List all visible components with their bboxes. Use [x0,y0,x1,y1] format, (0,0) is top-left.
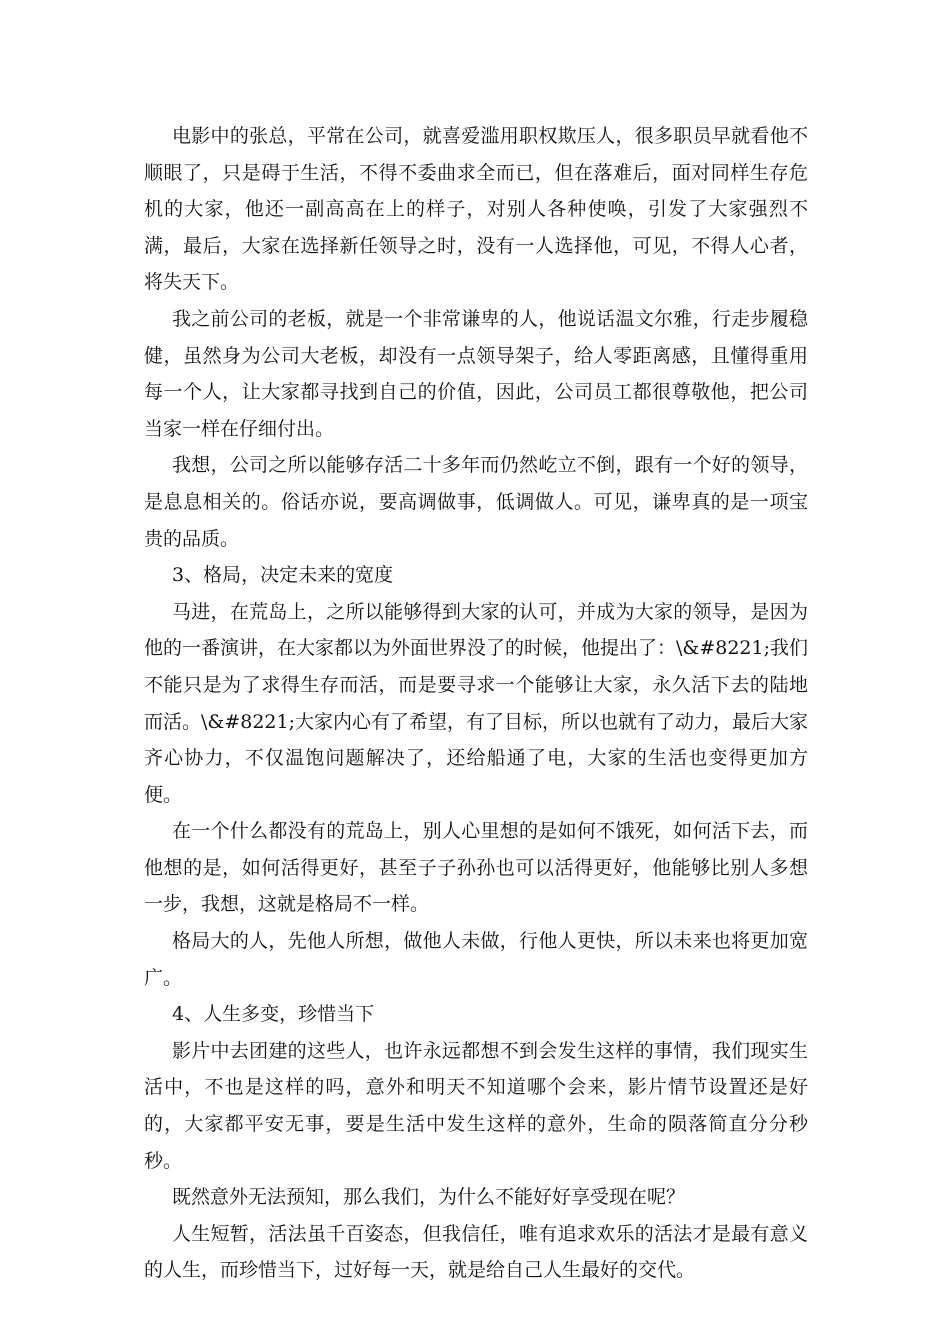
section-heading-4: 4、人生多变，珍惜当下 [172,1003,375,1026]
paragraph-enjoy-now: 既然意外无法预知，那么我们，为什么不能好好享受现在呢？ [172,1186,686,1209]
paragraph-thinking-ahead: 在一个什么都没有的荒岛上，别人心里想的是如何不饿死，如何活下去，而他想的是，如何活得更好，甚至子子孙孙也可以活得更好，他能够比别人多想一步，我想，这就是格局不一样。 [144,820,808,916]
paragraph-humility-conclusion: 我想，公司之所以能够存活二十多年而仍然屹立不倒，跟有一个好的领导，是息息相关的。俗话亦说，要高调做事，低调做人。可见，谦卑真的是一项宝贵的品质。 [144,454,808,550]
paragraph-zhang-boss: 电影中的张总，平常在公司，就喜爱滥用职权欺压人，很多职员早就看他不顺眼了，只是碍于生活，不得不委曲求全而已，但在落难后，面对同样生存危机的大家，他还一副高高在上的样子，对别人各种使唤，引发了大家强烈不满，最后，大家在选择新任领导之时，没有一人选择他，可见，不得人心者，将失天下。 [144,125,808,294]
section-heading-3: 3、格局，决定未来的宽度 [172,564,394,587]
paragraph-former-boss: 我之前公司的老板，就是一个非常谦卑的人，他说话温文尔雅，行走步履稳健，虽然身为公司大老板，却没有一点领导架子，给人零距离感，且懂得重用每一个人，让大家都寻找到自己的价值，因此，公司员工都很尊敬他，把公司当家一样在仔细付出。 [144,307,808,440]
paragraph-vision-summary: 格局大的人，先他人所想，做他人未做，行他人更快，所以未来也将更加宽广。 [144,930,808,989]
paragraph-ma-jin-speech: 马进，在荒岛上，之所以能够得到大家的认可，并成为大家的领导，是因为他的一番演讲，在大家都以为外面世界没了的时候，他提出了：\&#8221;我们不能只是为了求得生存而活，而是要寻求一个能够让大家，永久活下去的陆地而活。\&#8221;大家内心有了希望，有了目标，所以也就有了动力，最后大家齐心协力，不仅温饱问题解决了，还给船通了电，大家的生活也变得更加方便。 [144,600,808,806]
paragraph-closing: 人生短暂，活法虽千百姿态，但我信任，唯有追求欢乐的活法才是最有意义的人生，而珍惜当下，过好每一天，就是给自己人生最好的交代。 [144,1222,808,1282]
paragraph-unpredictable-life: 影片中去团建的这些人，也许永远都想不到会发生这样的事情，我们现实生活中，不也是这样的吗，意外和明天不知道哪个会来，影片情节设置还是好的，大家都平安无事，要是生活中发生这样的意外，生命的陨落简直分分秒秒。 [144,1039,808,1172]
document-body [144,118,808,1289]
